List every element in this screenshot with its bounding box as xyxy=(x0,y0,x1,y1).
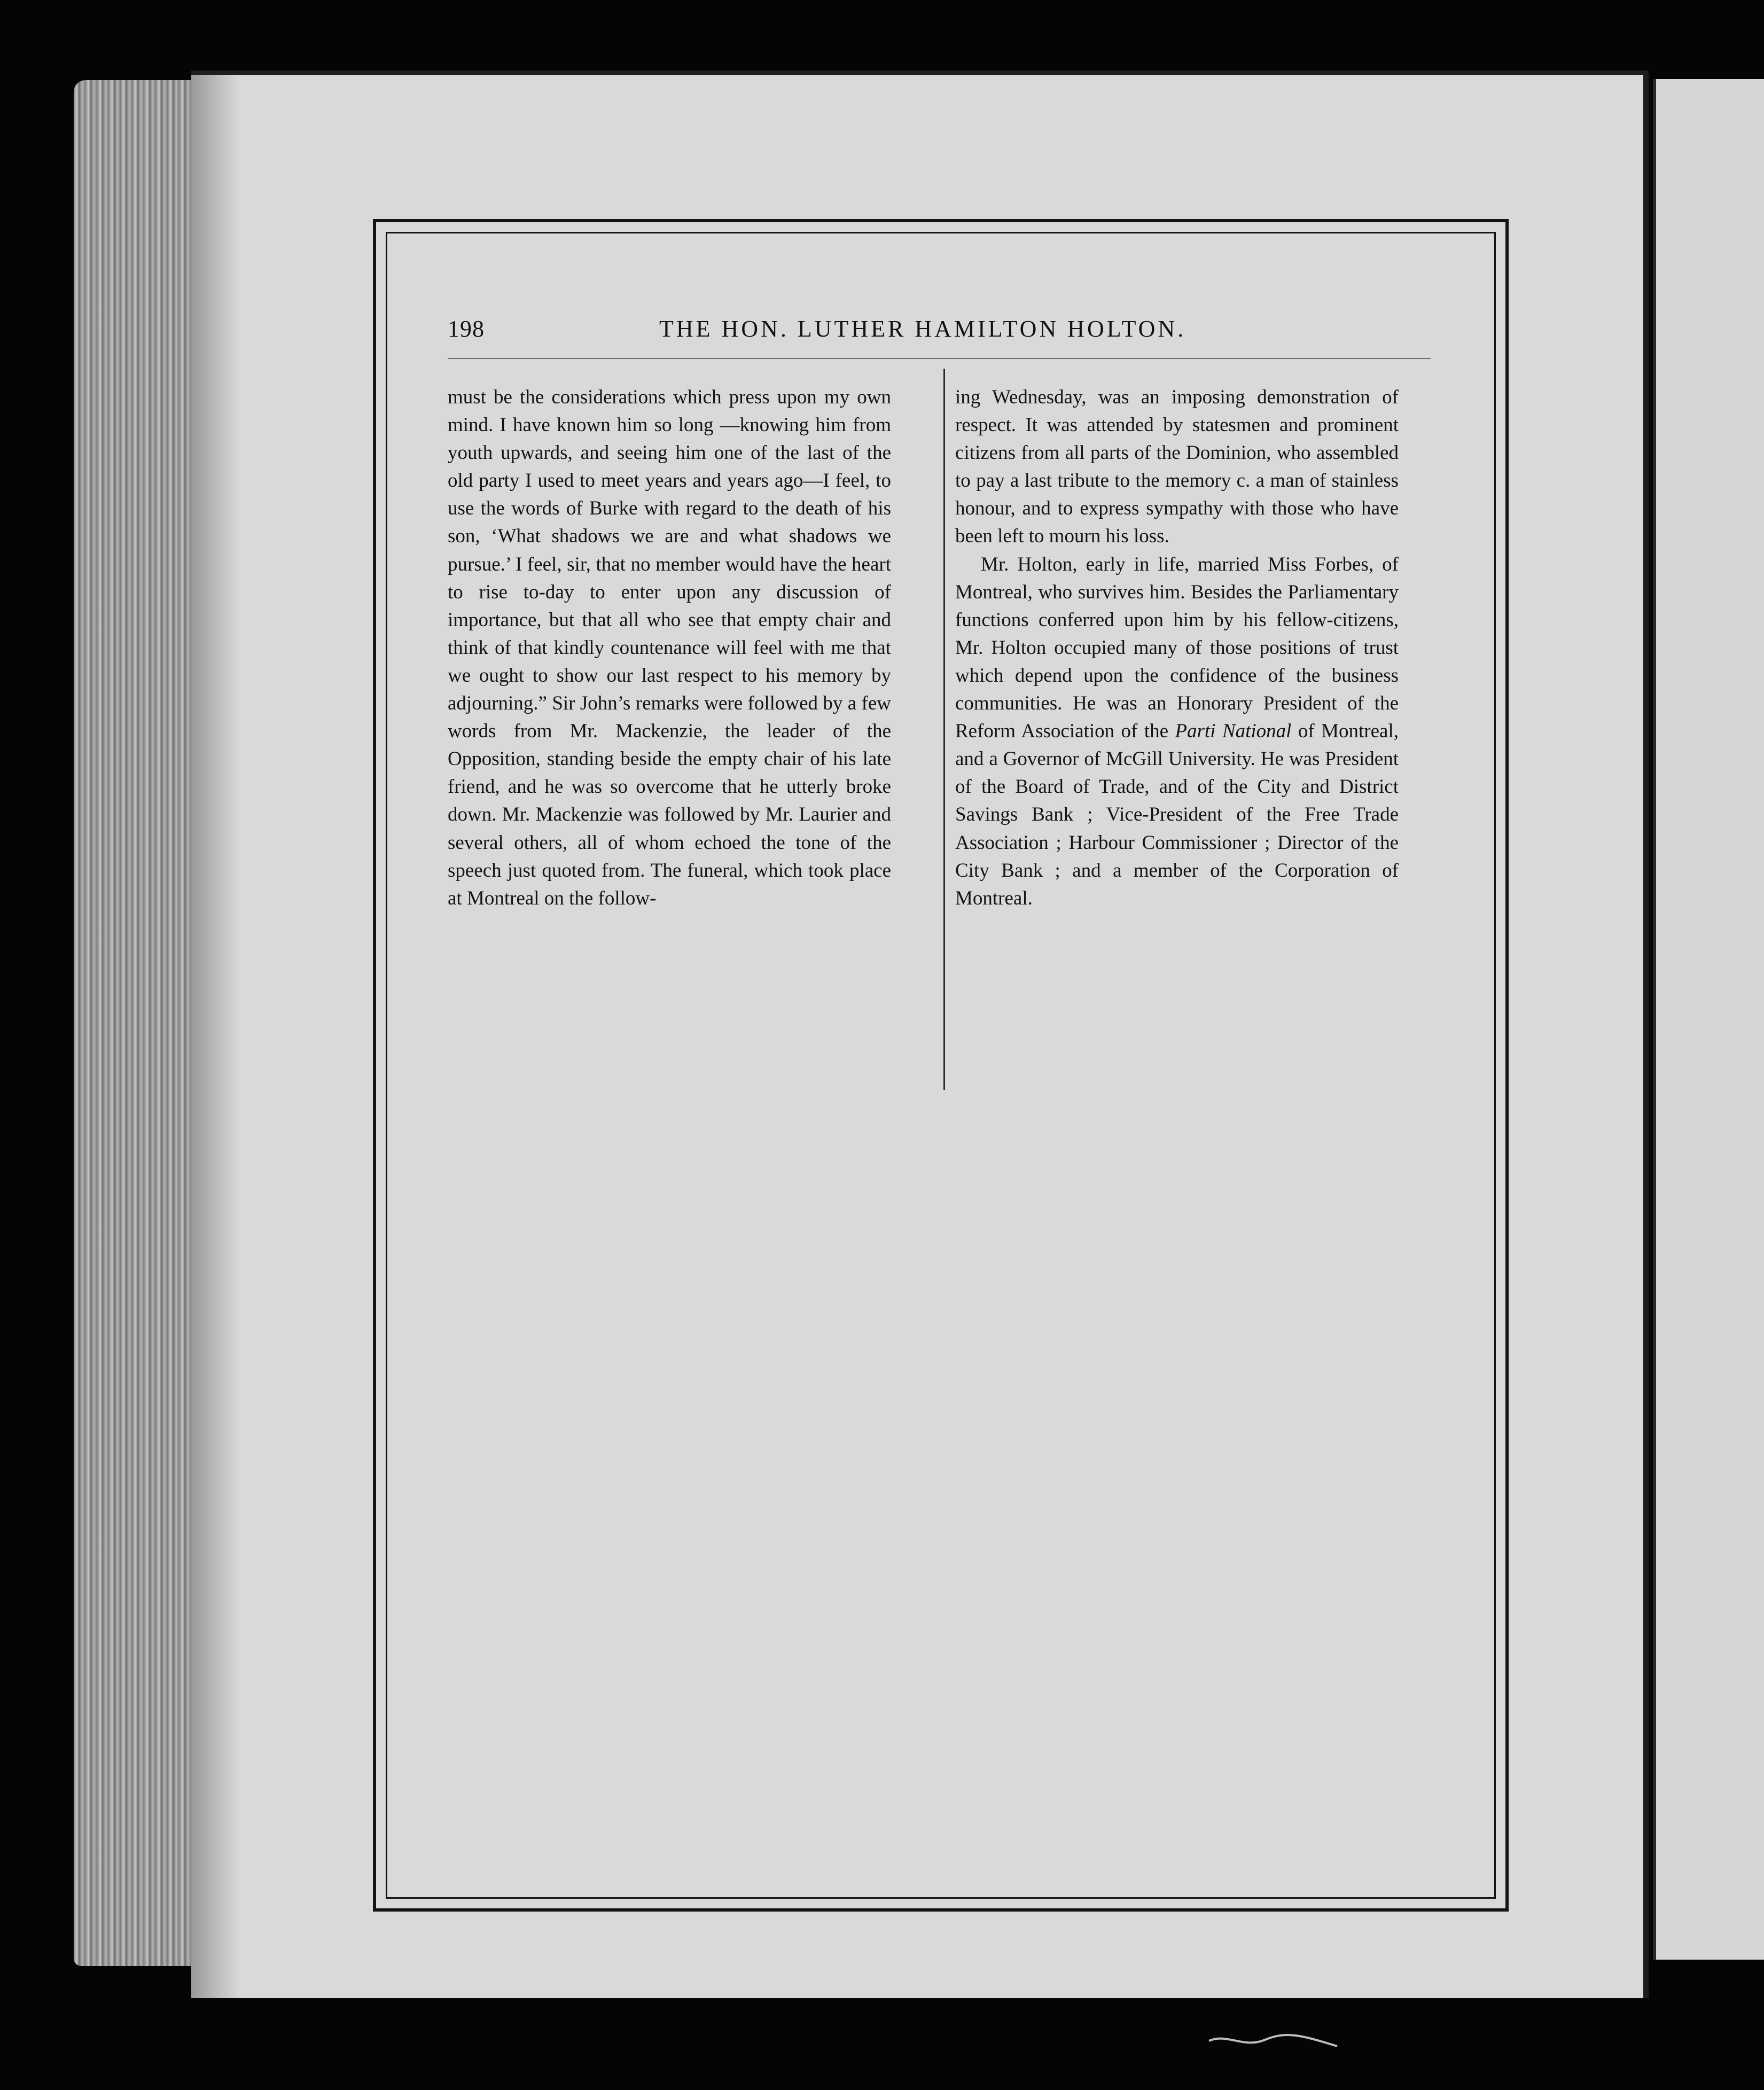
left-paragraph-1: must be the considerations which press upon my own mind. I have known him so long —knowing him from youth upwards, and seeing him one of the last of the old party I used to meet years and years ago—I feel, to use the words of Burke with regard to the death of his son, ‘What shadows we are and what shadows we pursue.’ I feel, sir, that no member would have the heart to rise to-day to enter upon any discussion of importance, but that all who see that empty chair and think of that kindly countenance will feel with me that we ought to show our last respect to his memory by adjourning.” Sir John’s remarks were followed by a few words from Mr. Mackenzie, the leader of the Opposition, standing beside the empty chair of his late friend, and he was so overcome that he utterly broke down. Mr. Mackenzie was followed by Mr. Laurier and several others, all of whom echoed the tone of the speech just quoted from. The funeral, which took place at Montreal on the follow- xyxy=(448,386,891,909)
scan-smudge-mark xyxy=(1206,2030,1340,2052)
page-number: 198 xyxy=(448,316,485,342)
text-column-left xyxy=(448,384,891,913)
text-column-right xyxy=(955,384,1399,913)
right-paragraph-1: ing Wednesday, was an imposing demonstration of respect. It was attended by statesmen and prominent citizens from all parts of the Dominion, who assembled to pay a last tribute to the memory c. a man of stainless honour, and to express sympathy with those who have been left to mourn his loss. xyxy=(955,386,1399,548)
party-name-italic: Parti National xyxy=(1175,720,1292,743)
right-paragraph-2 xyxy=(955,551,1399,913)
gutter-shadow xyxy=(191,75,239,1998)
facing-page-edge xyxy=(1653,79,1764,1960)
running-head-title: THE HON. LUTHER HAMILTON HOLTON. xyxy=(659,316,1187,342)
right-paragraph-2-part-2: of Montreal, and a Governor of McGill University. He was President of the Board of Trade, and of the City and District Savings Bank ; Vice-President of the Free Trade Association ; Harbour Commissioner ; Director of the City Bank ; and a member of the Corporation of Montreal. xyxy=(955,720,1399,909)
column-divider-rule xyxy=(943,369,945,1090)
running-head xyxy=(448,315,1431,359)
right-paragraph-2-part-1: Mr. Holton, early in life, married Miss Forbes, of Montreal, who survives him. Besides the Parliamentary functions conferred upon him by his fellow-citizens, Mr. Holton occupied many of those positions of trust which depend upon the confidence of the business communities. He was an Honorary President of the Reform Association of the xyxy=(955,553,1399,743)
